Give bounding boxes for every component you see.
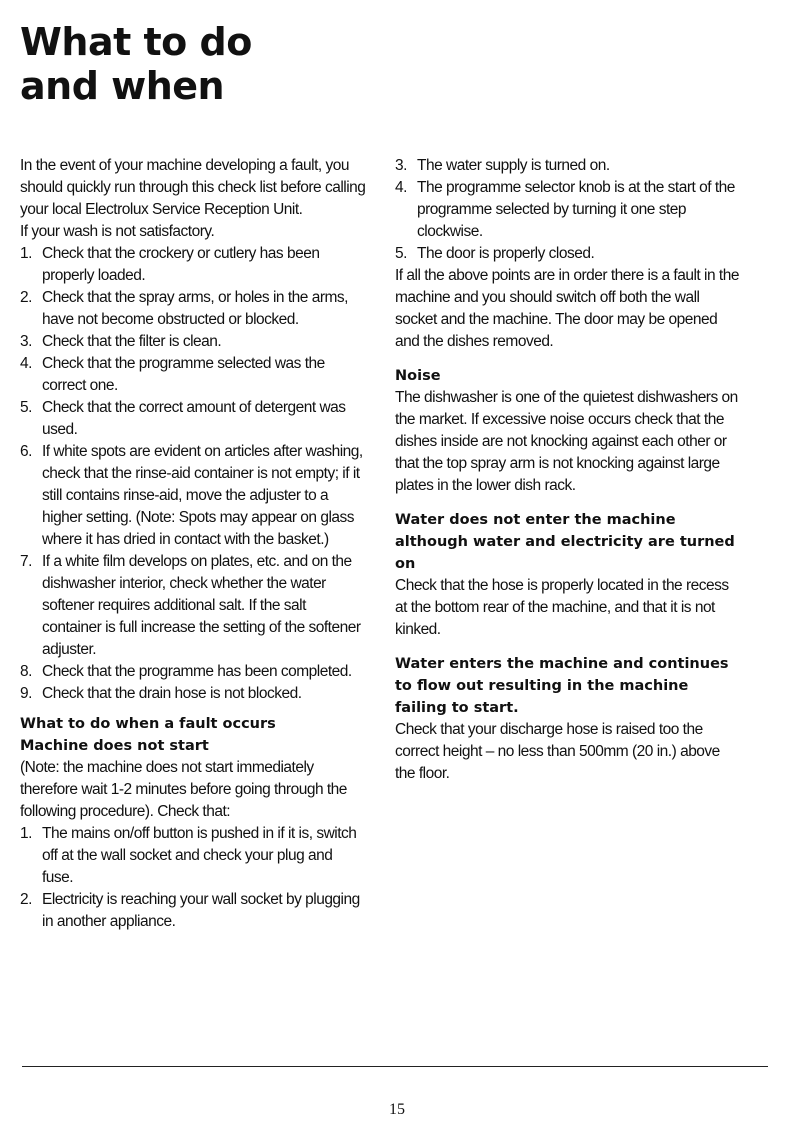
page-number: 15 [389,1101,405,1118]
list-text: Check that the drain hose is not blocked. [42,685,302,702]
list-number: 2. [20,891,32,908]
list-number: 5. [395,245,407,262]
water-flow-heading: Water enters the machine and continues to flow out resulting in the machine failing to start. [395,656,729,716]
list-number: 2. [20,289,32,306]
start-check-list [20,823,366,933]
noise-heading: Noise [395,368,441,384]
list-text: Check that the correct amount of detergent was used. [42,399,346,438]
list-number: 4. [395,179,407,196]
wash-intro: If your wash is not satisfactory. [20,223,215,240]
list-item [395,177,740,243]
list-number: 7. [20,553,32,570]
noise-text: The dishwasher is one of the quietest dishwashers on the market. If excessive noise occurs check that the dishes inside are not knocking against each other or that the top spray arm is not knocking against large plates in the lower dish rack. [395,389,738,494]
list-item [20,889,366,933]
start-check-list-continued [395,155,740,265]
left-column [20,155,366,933]
list-text: If white spots are evident on articles after washing, check that the rinse-aid container is not empty; if it still contains rinse-aid, move the adjuster to a higher setting. (Note: Spots may appear on glass where it has dried in contact with the basket.) [42,443,363,548]
page-title-line-1: What to do [20,20,252,64]
list-text: Check that the crockery or cutlery has been properly loaded. [42,245,320,284]
list-number: 6. [20,443,32,460]
list-item [20,397,366,441]
list-text: The door is properly closed. [417,245,595,262]
water-not-enter-heading: Water does not enter the machine although water and electricity are turned on [395,512,735,572]
right-column [395,155,740,785]
list-item [20,287,366,331]
fault-paragraph: If all the above points are in order there is a fault in the machine and you should switch off both the wall socket and the machine. The door may be opened and the dishes removed. [395,267,739,350]
list-number: 1. [20,245,32,262]
list-number: 9. [20,685,32,702]
list-number: 8. [20,663,32,680]
list-item [20,441,366,551]
list-item [395,155,740,177]
intro-paragraph: In the event of your machine developing a fault, you should quickly run through this check list before calling your local Electrolux Service Reception Unit. [20,157,366,218]
water-not-enter-text: Check that the hose is properly located in the recess at the bottom rear of the machine, and that it is not kinked. [395,577,729,638]
list-text: The mains on/off button is pushed in if it is, switch off at the wall socket and check your plug and fuse. [42,825,357,886]
list-item [20,551,366,661]
page-title-line-2: and when [20,64,225,108]
list-number: 4. [20,355,32,372]
fault-heading: What to do when a fault occurs [20,716,276,732]
list-item [20,331,366,353]
page-title [20,20,252,108]
list-item [20,353,366,397]
list-number: 1. [20,825,32,842]
wash-check-list [20,243,366,705]
list-text: The programme selector knob is at the start of the programme selected by turning it one step clockwise. [417,179,735,240]
list-text: Check that the spray arms, or holes in the arms, have not become obstructed or blocked. [42,289,348,328]
list-number: 3. [395,157,407,174]
list-number: 5. [20,399,32,416]
list-item [20,243,366,287]
footer-divider [22,1066,768,1067]
list-text: If a white film develops on plates, etc. and on the dishwasher interior, check whether the water softener requires additional salt. If the salt container is full increase the setting of the softener adjuster. [42,553,361,658]
list-text: Check that the programme has been completed. [42,663,352,680]
list-text: The water supply is turned on. [417,157,610,174]
list-text: Electricity is reaching your wall socket by plugging in another appliance. [42,891,360,930]
list-text: Check that the filter is clean. [42,333,222,350]
list-item [395,243,740,265]
no-start-note: (Note: the machine does not start immediately therefore wait 1-2 minutes before going through the following procedure). Check that: [20,759,347,820]
list-item [20,823,366,889]
list-number: 3. [20,333,32,350]
no-start-heading: Machine does not start [20,738,209,754]
list-text: Check that the programme selected was the correct one. [42,355,325,394]
list-item [20,683,366,705]
water-flow-text: Check that your discharge hose is raised too the correct height – no less than 500mm (20 in.) above the floor. [395,721,720,782]
list-item [20,661,366,683]
